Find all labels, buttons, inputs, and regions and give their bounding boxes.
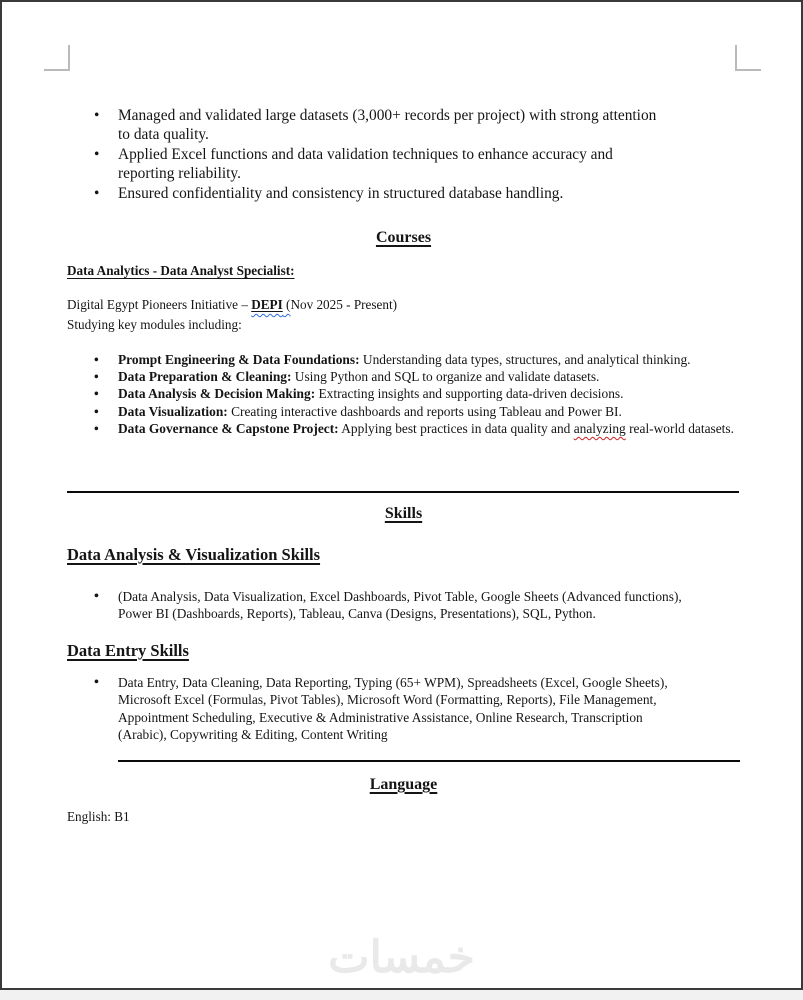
provider-block	[67, 295, 397, 334]
provider-name: Digital Egypt Pioneers Initiative –	[67, 297, 252, 312]
analysis-skills-heading: Data Analysis & Visualization Skills	[67, 545, 321, 564]
list-item	[67, 368, 740, 385]
module-name: Data Analysis & Decision Making:	[118, 386, 316, 402]
bullet-line: Appointment Scheduling, Executive & Administrative Assistance, Online Research, Transcription	[118, 709, 643, 725]
bullet-line: • Data Entry, Data Cleaning, Data Reporting, Typing (65+ WPM), Spreadsheets (Excel, Google Sheets),	[118, 675, 668, 690]
page-bottom-strip	[0, 990, 803, 1000]
program-title: Data Analytics - Data Analyst Specialist:	[67, 263, 295, 278]
module-description: real-world datasets.	[625, 420, 734, 436]
analysis-skills-list	[67, 588, 740, 623]
provider-line	[67, 295, 397, 315]
list-item	[67, 184, 740, 203]
module-description: Understanding data types, structures, and analytical thinking.	[359, 352, 691, 367]
list-item	[67, 106, 740, 145]
page-border-left	[0, 0, 2, 990]
spellcheck-word: analyzing	[573, 420, 626, 436]
list-item	[67, 588, 740, 623]
entry-skills-list	[67, 674, 740, 743]
provider-dates: Nov 2025 - Present)	[290, 297, 398, 312]
bullet-line: • (Data Analysis, Data Visualization, Excel Dashboards, Pivot Table, Google Sheets (Advanced functions),	[118, 589, 682, 604]
section-divider-1	[67, 491, 739, 493]
bullet-line: • Ensured confidentiality and consistency in structured database handling.	[118, 184, 564, 202]
module-description: Creating interactive dashboards and reports using Tableau and Power BI.	[227, 403, 622, 419]
entry-skills-heading: Data Entry Skills	[67, 641, 189, 660]
paren-grammar-underline: (	[282, 297, 291, 312]
module-name: Data Governance & Capstone Project:	[118, 420, 339, 436]
list-item	[67, 385, 740, 402]
list-item	[67, 145, 740, 184]
page-border-top	[0, 0, 803, 2]
studying-line: Studying key modules including:	[67, 316, 242, 332]
list-item	[67, 674, 740, 743]
bullet-line: • Managed and validated large datasets (3,000+ records per project) with strong attention	[118, 107, 657, 124]
bullet-line: reporting reliability.	[118, 165, 241, 183]
courses-heading: Courses	[375, 229, 432, 246]
english-level: English: B1	[67, 809, 130, 824]
course-modules-list	[67, 351, 740, 437]
module-name: Data Preparation & Cleaning:	[118, 369, 292, 385]
khamsat-watermark: خمسات	[328, 933, 475, 982]
margin-crop-mark-right	[735, 45, 761, 71]
depi-acronym: DEPI	[251, 297, 283, 312]
module-description: Using Python and SQL to organize and validate datasets.	[291, 369, 600, 385]
bullet-line: Microsoft Excel (Formulas, Pivot Tables), Microsoft Word (Formatting, Reports), File Management,	[118, 692, 657, 708]
depi-grammar-underline	[251, 297, 283, 312]
bullet-line: Power BI (Dashboards, Reports), Tableau, Canva (Designs, Presentations), SQL, Python.	[118, 606, 596, 622]
experience-bullet-list	[67, 106, 740, 203]
bullet-line: to data quality.	[118, 126, 209, 144]
margin-crop-mark-left	[44, 45, 70, 71]
bullet-line: • Applied Excel functions and data validation techniques to enhance accuracy and	[118, 145, 613, 163]
section-divider-2	[118, 760, 740, 762]
module-name: Data Visualization:	[118, 403, 228, 419]
module-description: Extracting insights and supporting data-driven decisions.	[315, 386, 624, 402]
language-heading: Language	[369, 776, 438, 793]
list-item	[67, 351, 740, 368]
skills-heading: Skills	[384, 505, 423, 522]
bullet-line: (Arabic), Copywriting & Editing, Content Writing	[118, 726, 388, 742]
list-item	[67, 403, 740, 420]
module-name: Prompt Engineering & Data Foundations:	[118, 352, 360, 367]
list-item	[67, 420, 740, 437]
module-description: Applying best practices in data quality and	[338, 420, 574, 436]
